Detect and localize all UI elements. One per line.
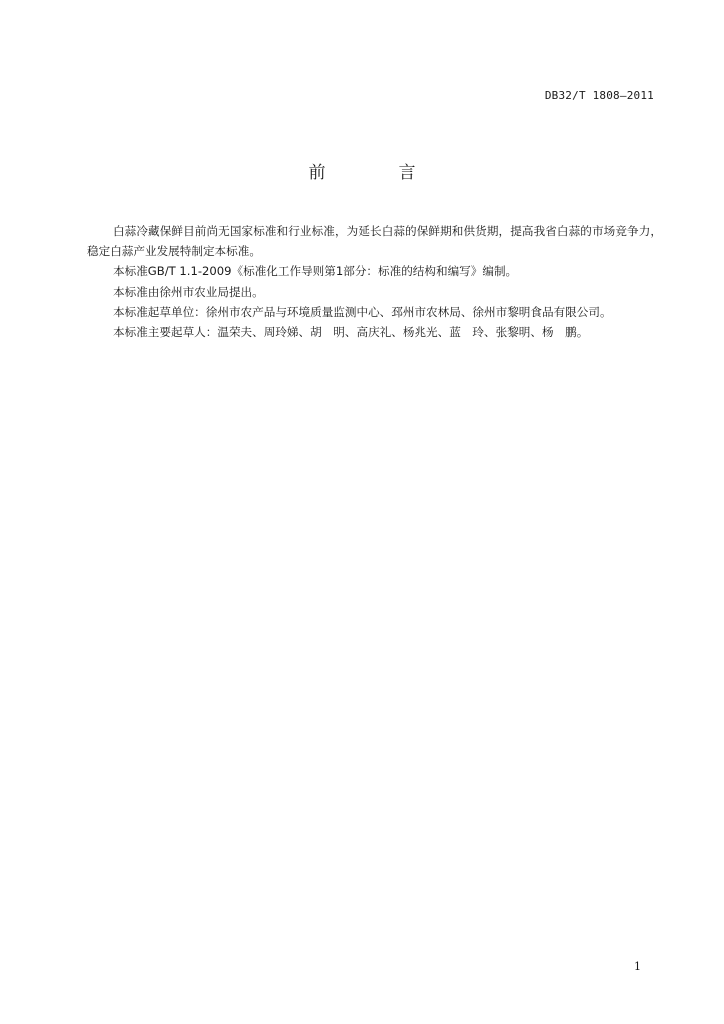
paragraph-drafting-units: 本标准起草单位：徐州市农产品与环境质量监测中心、邳州市农林局、徐州市黎明食品有限公司。: [113, 304, 612, 319]
page-number: 1: [634, 960, 641, 973]
paragraph-drafting-rule: 本标准GB/T 1.1-2009《标准化工作导则第1部分：标准的结构和编写》编制。: [113, 264, 518, 279]
paragraph-drafters: 本标准主要起草人：温荣夫、周玲娣、胡 明、高庆礼、杨兆光、蓝 玲、张黎明、杨 鹏。: [113, 325, 589, 340]
foreword-body: [87, 221, 662, 342]
standard-code: DB32/T 1808—2011: [544, 89, 654, 102]
paragraph-purpose: 白蒜冷藏保鲜目前尚无国家标准和行业标准，为延长白蒜的保鲜期和供货期，提高我省白蒜的市场竞争力，稳定白蒜产业发展特制定本标准。: [87, 224, 662, 259]
paragraph-proposer: 本标准由徐州市农业局提出。: [113, 284, 264, 299]
section-title: 前 言: [308, 163, 444, 183]
